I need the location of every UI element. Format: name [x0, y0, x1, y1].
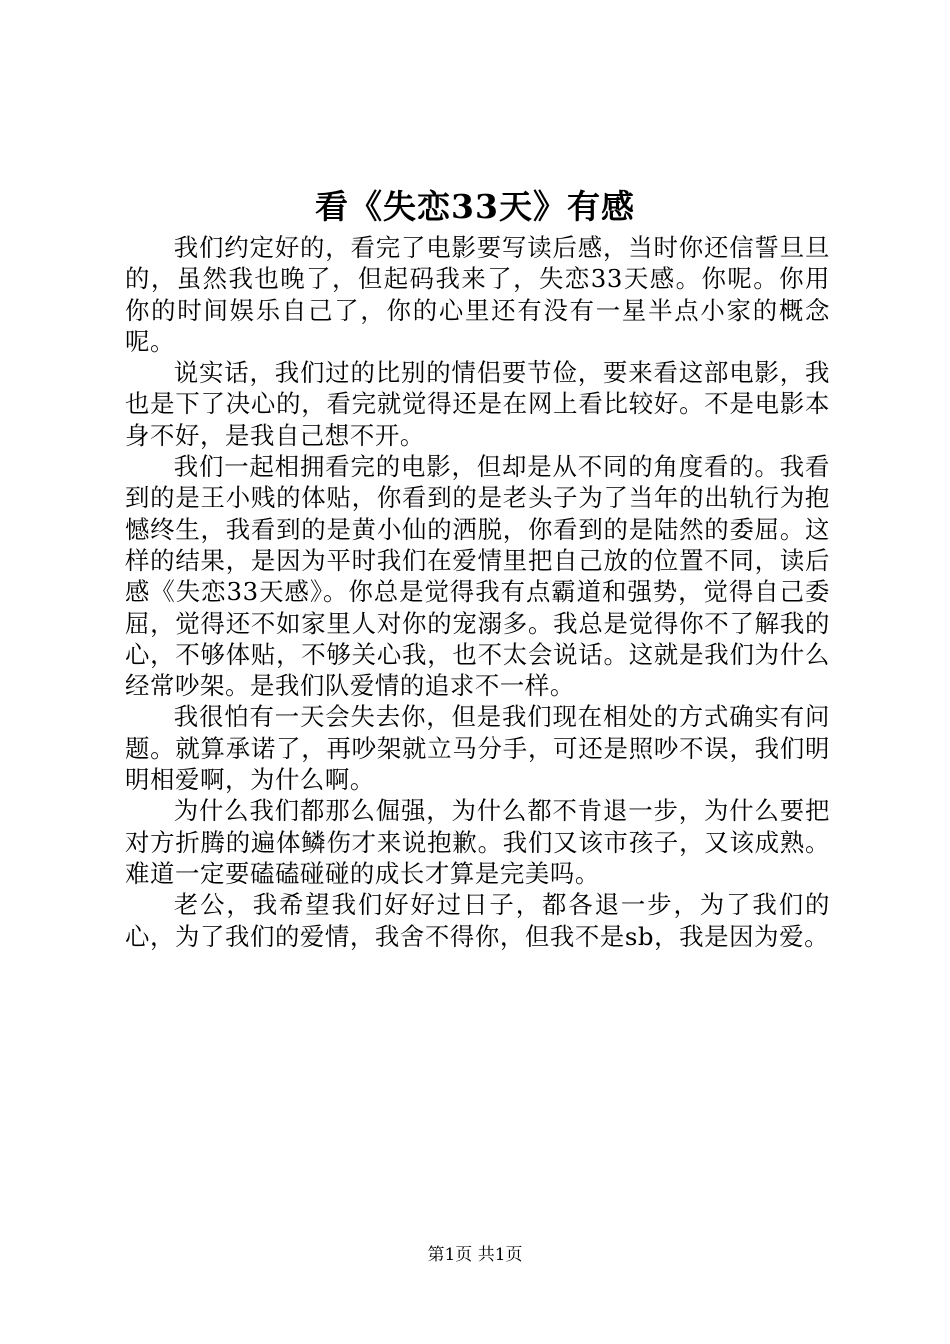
paragraph-4: 我很怕有一天会失去你，但是我们现在相处的方式确实有问题。就算承诺了，再吵架就立马分手，可还是照吵不误，我们明明相爱啊，为什么啊。	[125, 702, 830, 795]
paragraph-1: 我们约定好的，看完了电影要写读后感，当时你还信誓旦旦的，虽然我也晚了，但起码我来了，失恋33天感。你呢。你用你的时间娱乐自己了，你的心里还有没有一星半点小家的概念呢。	[125, 233, 830, 356]
paragraph-2: 说实话，我们过的比别的情侣要节俭，要来看这部电影，我也是下了决心的，看完就觉得还是在网上看比较好。不是电影本身不好，是我自己想不开。	[125, 358, 830, 450]
page-footer: 第1页 共1页	[427, 1245, 523, 1265]
document-title: 看《失恋33天》有感	[315, 187, 635, 226]
document-body	[125, 232, 830, 952]
paragraph-5: 为什么我们都那么倔强，为什么都不肯退一步，为什么要把对方折腾的遍体鳞伤才来说抱歉。我们又该市孩子，又该成熟。难道一定要磕磕碰碰的成长才算是完美吗。	[125, 796, 830, 888]
paragraph-6: 老公，我希望我们好好过日子，都各退一步，为了我们的心，为了我们的爱情，我舍不得你，但我不是sb，我是因为爱。	[125, 890, 830, 951]
paragraph-3: 我们一起相拥看完的电影，但却是从不同的角度看的。我看到的是王小贱的体贴，你看到的是老头子为了当年的出轨行为抱憾终生，我看到的是黄小仙的洒脱，你看到的是陆然的委屈。这样的结果，是因为平时我们在爱情里把自己放的位置不同，读后感《失恋33天感》。你总是觉得我有点霸道和强势，觉得自己委屈，觉得还不如家里人对你的宠溺多。我总是觉得你不了解我的心，不够体贴，不够关心我，也不太会说话。这就是我们为什么经常吵架。是我们队爱情的追求不一样。	[125, 452, 830, 701]
